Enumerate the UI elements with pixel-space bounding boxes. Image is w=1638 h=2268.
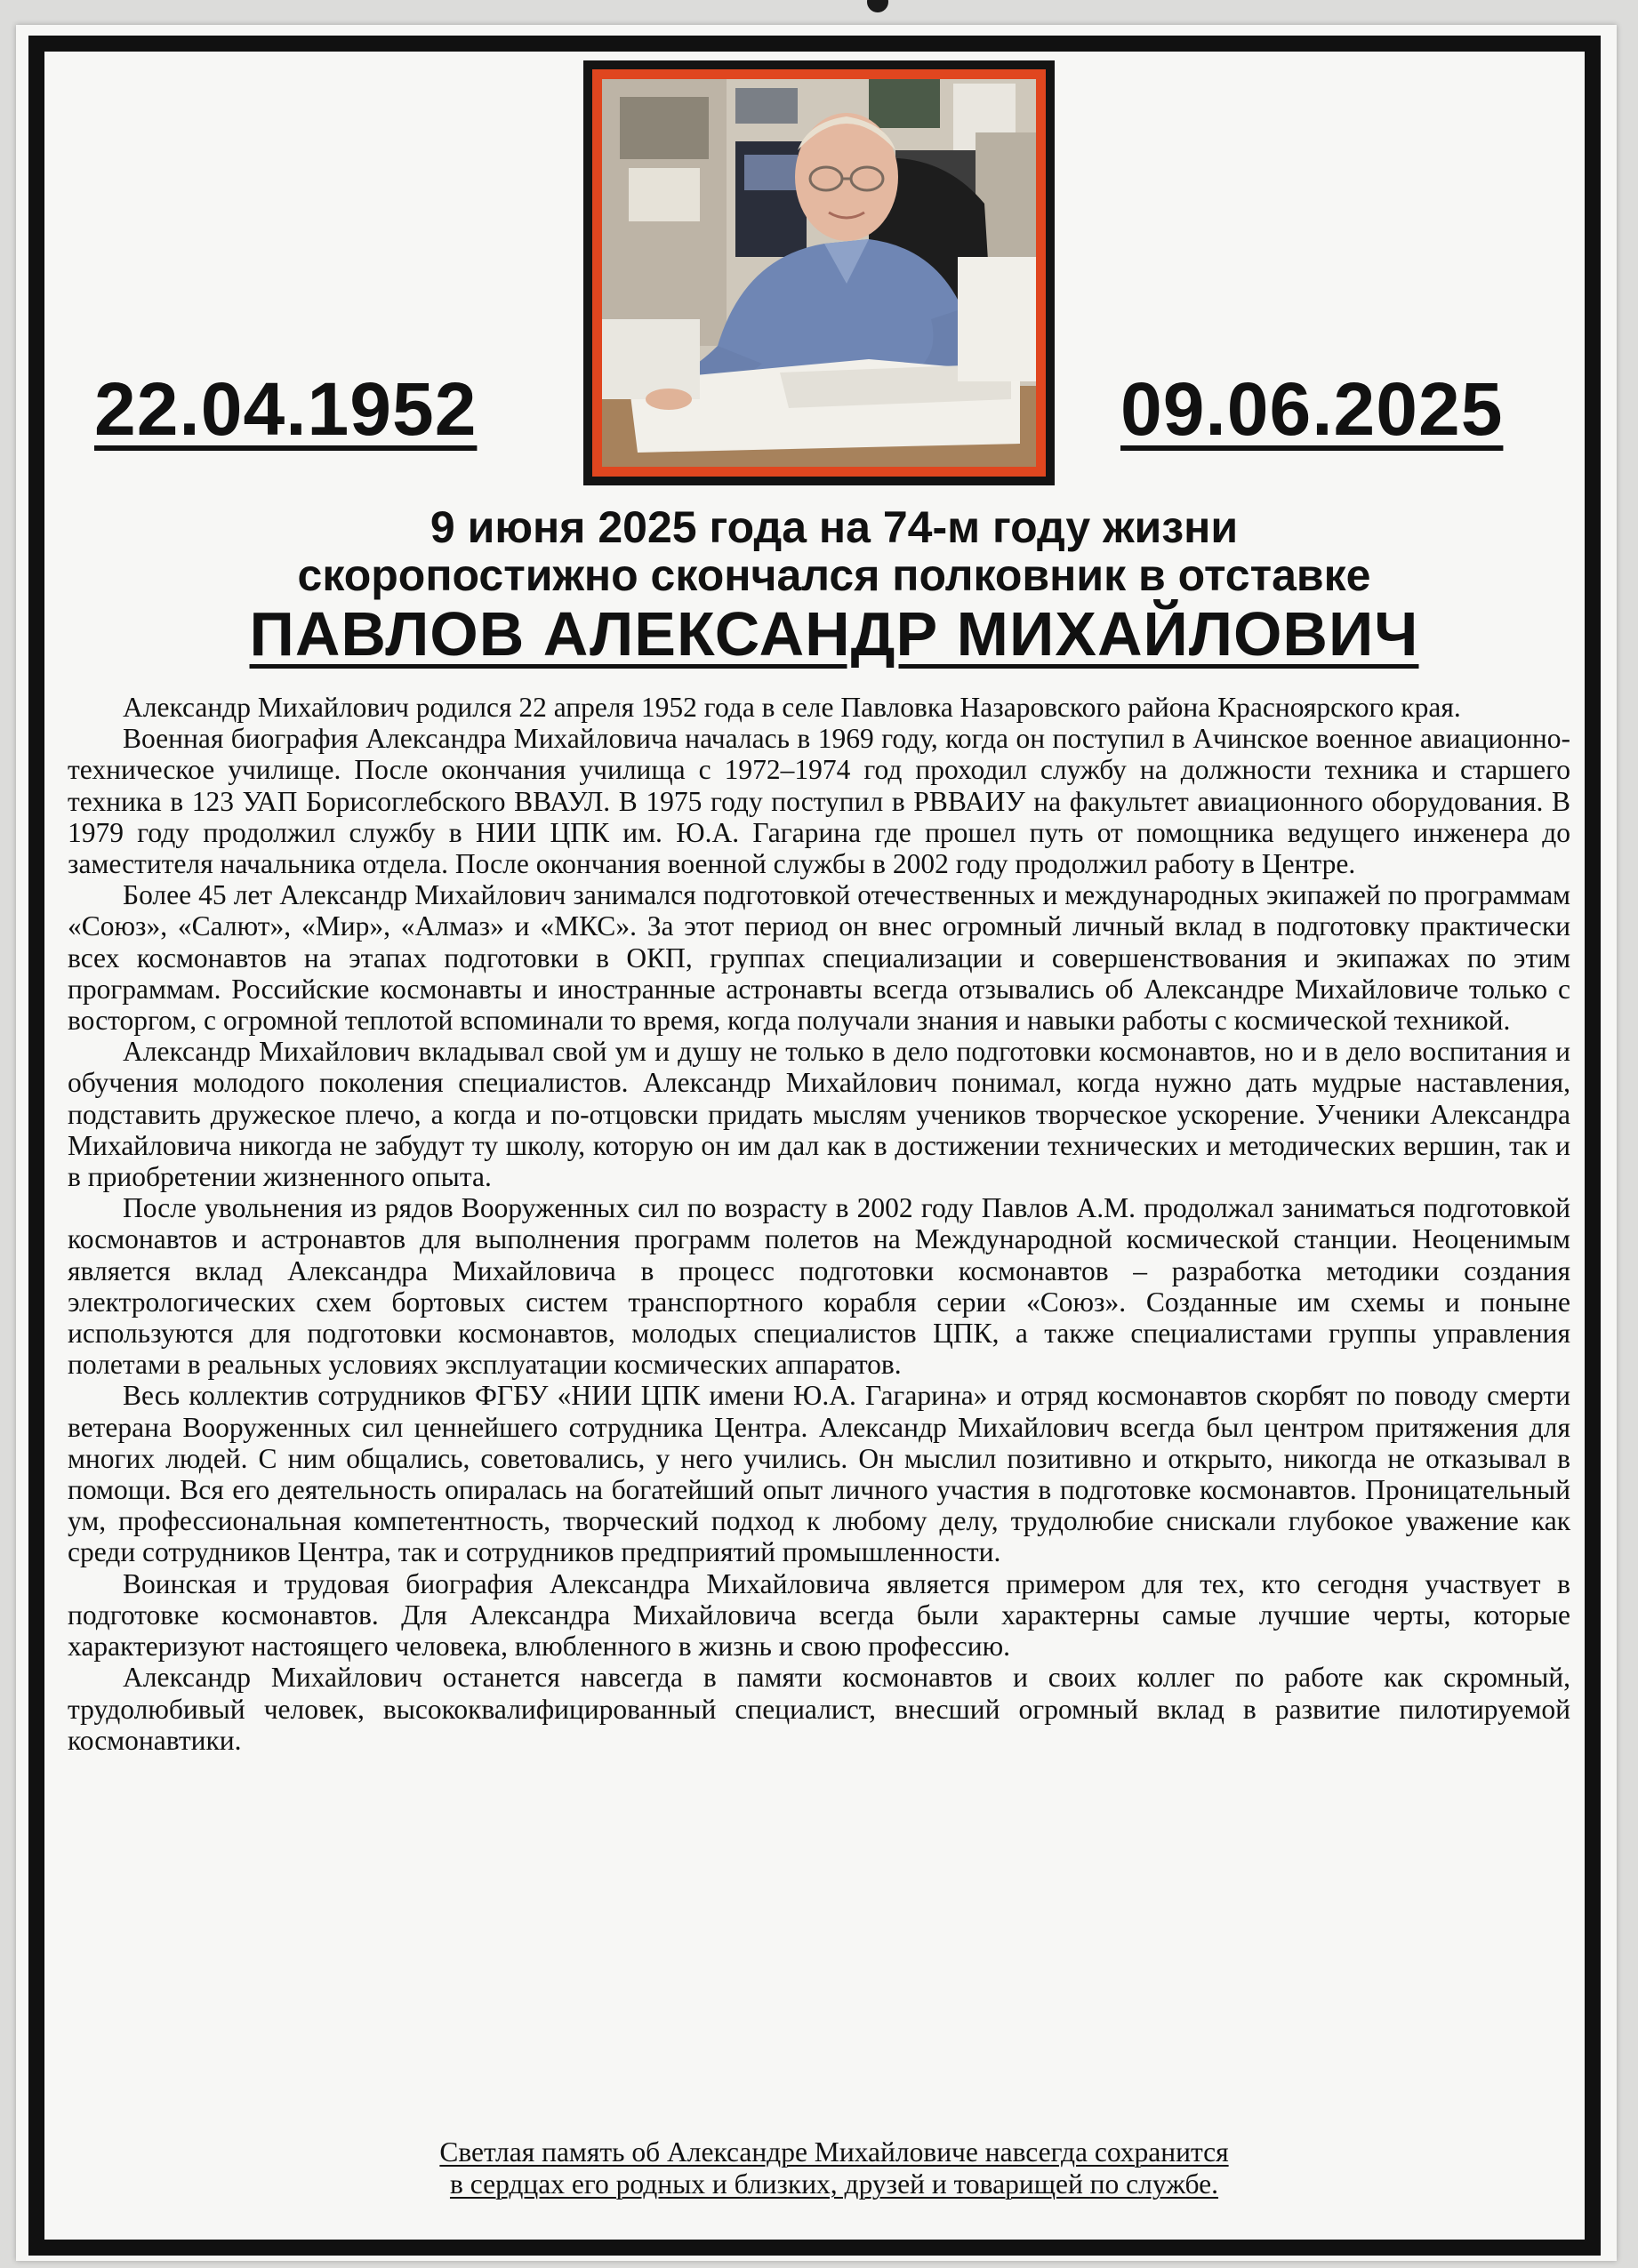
biography-text	[68, 692, 1570, 1756]
headline-line-2: скоропостижно скончался полковник в отставке	[297, 550, 1371, 600]
bio-paragraph: Более 45 лет Александр Михайлович занимался подготовкой отечественных и международных экипажей по программам «Союз», «Салют», «Мир», «Алмаз» и «МКС». За этот период он внес огромный личный вклад в подготовку практически всех космонавтов на этапах подготовки в ОКП, группах специализации и совершенствования и экипажах по этим программам. Российские космонавты и иностранные астронавты всегда отзывались об Александре Михайловиче только с восторгом, с огромной теплотой вспоминали то время, когда получали знания и навыки работы с космической техникой.	[68, 879, 1570, 1037]
birth-date: 22.04.1952	[94, 367, 478, 451]
death-date: 09.06.2025	[1120, 367, 1504, 451]
bio-paragraph: Воинская и трудовая биография Александра Михайловича является примером для тех, кто сегодня участвует в подготовке космонавтов. Для Александра Михайловича всегда были характерны самые лучшие черты, которые характеризуют настоящего человека, влюбленного в жизнь и свою профессию.	[68, 1567, 1570, 1663]
obituary-sheet	[16, 25, 1617, 2261]
deceased-name-text: ПАВЛОВ АЛЕКСАНДР МИХАЙЛОВИЧ	[249, 599, 1419, 669]
closing-line-2: в сердцах его родных и близких, друзей и товарищей по службе.	[449, 2168, 1219, 2200]
portrait-photo	[592, 69, 1046, 477]
bio-paragraph: Александр Михайлович родился 22 апреля 1952 года в селе Павловка Назаровского района Красноярского края.	[123, 692, 1461, 723]
headline-line-1: 9 июня 2025 года на 74-м году жизни	[430, 502, 1239, 552]
deceased-name	[69, 599, 1599, 669]
bio-paragraph: Весь коллектив сотрудников ФГБУ «НИИ ЦПК имени Ю.А. Гагарина» и отряд космонавтов скорбят по поводу смерти ветерана Вооруженных сил ценнейшего сотрудника Центра. Александр Михайлович всегда был центром притяжения для многих людей. С ним общались, советовались, у него учились. Он мыслил позитивно и открыто, никогда не отказывал в помощи. Вся его деятельность опиралась на богатейший опыт личного участия в подготовке космонавтов. Проницательный ум, профессиональная компетентность, творческий подход к любому делу, трудолюбие снискали глубокое уважение как среди сотрудников Центра, так и сотрудников предприятий промышленности.	[68, 1380, 1570, 1568]
closing-line-1: Светлая память об Александре Михайловиче навсегда сохранится	[439, 2136, 1229, 2168]
bio-paragraph: Александр Михайлович останется навсегда в памяти космонавтов и своих коллег по работе как скромный, трудолюбивый человек, высококвалифицированный специалист, внесший огромный вклад в развитие пилотируемой космонавтики.	[68, 1662, 1570, 1756]
hanging-hook	[867, 0, 888, 12]
portrait-illustration	[602, 79, 1036, 467]
bio-paragraph: Военная биография Александра Михайловича началась в 1969 году, когда он поступил в Ачинское военное авиационно-техническое училище. После окончания училища с 1972–1974 год проходил службу на должности техника и старшего техника в 123 УАП Борисоглебского ВВАУЛ. В 1975 году поступил в РВВАИУ на факультет авиационного оборудования. В 1979 году продолжил службу в НИИ ЦПК им. Ю.А. Гагарина где прошел путь от помощника ведущего инженера до заместителя начальника отдела. После окончания военной службы в 2002 году продолжил работу в Центре.	[68, 723, 1570, 880]
bio-paragraph: После увольнения из рядов Вооруженных сил по возрасту в 2002 году Павлов А.М. продолжал заниматься подготовкой космонавтов и астронавтов для выполнения программ полетов на Международной космической станции. Неоценимым является вклад Александра Михайловича в процесс подготовки космонавтов – разработка методики создания электрологических схем бортовых систем транспортного корабля серии «Союз». Созданные им схемы и поныне используются для подготовки космонавтов, молодых специалистов ЦПК, а также специалистами группы управления полетами в реальных условиях эксплуатации космических аппаратов.	[68, 1192, 1570, 1381]
portrait-frame	[583, 60, 1055, 485]
closing-remembrance	[69, 2136, 1599, 2200]
bio-paragraph: Александр Михайлович вкладывал свой ум и душу не только в дело подготовки космонавтов, но и в дело воспитания и обучения молодого поколения специалистов. Александр Михайлович понимал, когда нужно дать мудрые наставления, подставить дружеское плечо, а когда и по-отцовски придать мыслям учеников творческое ускорение. Ученики Александра Михайловича никогда не забудут ту школу, которую он им дал как в достижении технических и методических вершин, так и в приобретении жизненного опыта.	[68, 1036, 1570, 1193]
